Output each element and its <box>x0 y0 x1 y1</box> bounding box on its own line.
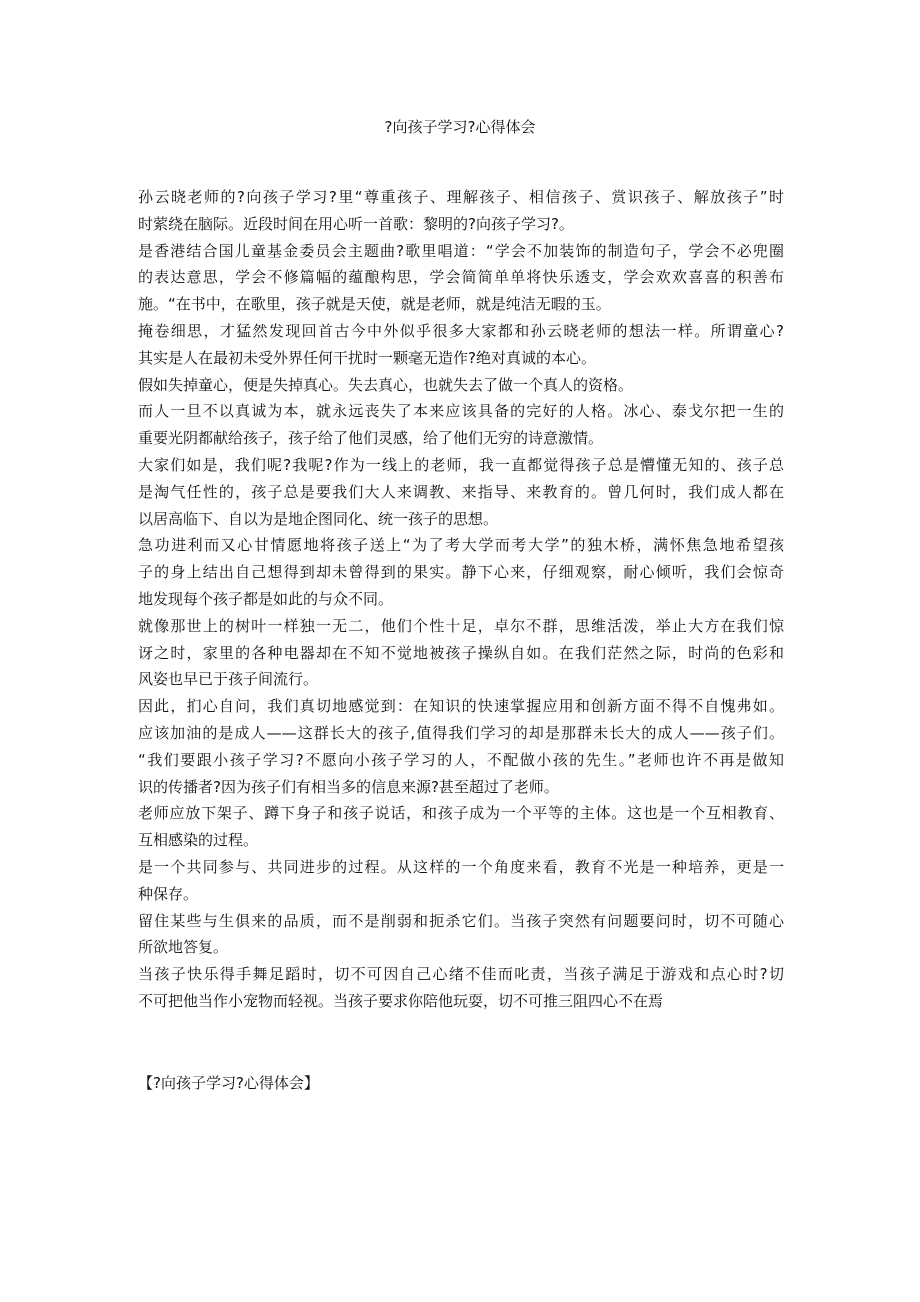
text-line: 是香港结合国儿童基金委员会主题曲?歌里唱道：“学会不加装饰的制造句子，学会不必兜圈 <box>138 241 784 260</box>
text-line: 讶之时，家里的各种电器却在不知不觉地被孩子操纵自如。在我们茫然之际，时尚的色彩和 <box>138 643 784 662</box>
paragraph <box>138 613 784 693</box>
text-line: 其实是人在最初未受外界任何干扰时一颗毫无造作?绝对真诚的本心。 <box>138 348 596 367</box>
text-line: 风姿也早已于孩子间流行。 <box>138 670 319 689</box>
text-line: 是淘气任性的，孩子总是要我们大人来调教、来指导、来教育的。曾几何时，我们成人都在 <box>138 482 784 501</box>
text-line: 地发现每个孩子都是如此的与众不同。 <box>138 589 394 608</box>
paragraph <box>138 908 784 962</box>
text-line: 时萦绕在脑际。近段时间在用心听一首歌：黎明的?向孩子学习?。 <box>138 214 574 233</box>
text-line: 当孩子快乐得手舞足蹈时，切不可因自己心绪不佳而叱责，当孩子满足于游戏和点心时?切 <box>138 965 784 984</box>
text-line: 老师应放下架子、蹲下身子和孩子说话，和孩子成为一个平等的主体。这也是一个互相教育、 <box>138 804 784 823</box>
text-line: 因此，扪心自问，我们真切地感觉到：在知识的快速掌握应用和创新方面不得不自愧弗如。 <box>138 697 784 716</box>
text-line: 大家们如是，我们呢?我呢?作为一线上的老师，我一直都觉得孩子总是懵懂无知的、孩子总 <box>138 455 784 474</box>
paragraph <box>138 184 784 238</box>
text-line: 就像那世上的树叶一样独一无二，他们个性十足，卓尔不群，思维活泼，举止大方在我们惊 <box>138 616 784 635</box>
text-line: 施。“在书中，在歌里，孩子就是天使，就是老师，就是纯洁无暇的玉。 <box>138 295 611 314</box>
paragraph <box>138 238 784 318</box>
paragraph <box>138 800 784 854</box>
text-line: 的表达意思，学会不修篇幅的蕴酿构思，学会简简单单将快乐透支，学会欢欢喜喜的积善布 <box>138 268 784 287</box>
paragraph <box>138 532 784 612</box>
text-line: 急功进利而又心甘情愿地将孩子送上“为了考大学而考大学”的独木桥，满怀焦急地希望孩 <box>138 536 784 555</box>
text-line: 以居高临下、自以为是地企图同化、统一孩子的思想。 <box>138 509 499 528</box>
text-line: 互相感染的过程。 <box>138 831 259 850</box>
text-line: 子的身上结出自己想得到却未曾得到的果实。静下心来，仔细观察，耐心倾听，我们会惊奇 <box>138 563 784 582</box>
text-line: 掩卷细思，才猛然发现回首古今中外似乎很多大家都和孙云晓老师的想法一样。所谓童心? <box>138 321 784 340</box>
paragraph <box>138 961 784 1015</box>
paragraph <box>138 398 784 452</box>
document-title: ?向孩子学习?心得体会 <box>384 118 536 136</box>
text-line: 不可把他当作小宠物而轻视。当孩子要求你陪他玩耍，切不可推三阻四心不在焉 <box>138 991 664 1010</box>
document-footer-title: 【?向孩子学习?心得体会】 <box>138 1074 319 1092</box>
text-line: 假如失掉童心，便是失掉真心。失去真心，也就失去了做一个真人的资格。 <box>138 375 634 394</box>
paragraph <box>138 318 784 372</box>
text-line: 是一个共同参与、共同进步的过程。从这样的一个角度来看，教育不光是一种培养，更是一 <box>138 857 784 876</box>
paragraph <box>138 854 784 908</box>
paragraph <box>138 452 784 532</box>
text-line: “我们要跟小孩子学习?不愿向小孩子学习的人，不配做小孩的先生。”老师也许不再是做知 <box>138 750 784 769</box>
text-line: 重要光阴都献给孩子，孩子给了他们灵感，给了他们无穷的诗意激情。 <box>138 429 604 448</box>
text-line: 识的传播者?因为孩子们有相当多的信息来源?甚至超过了老师。 <box>138 777 559 796</box>
paragraph <box>138 693 784 800</box>
text-line: 所欲地答复。 <box>138 938 229 957</box>
text-line: 留住某些与生俱来的品质，而不是削弱和扼杀它们。当孩子突然有问题要问时，切不可随心 <box>138 911 784 930</box>
text-line: 孙云晓老师的?向孩子学习?里“尊重孩子、理解孩子、相信孩子、赏识孩子、解放孩子”时 <box>138 188 784 206</box>
text-line: 种保存。 <box>138 884 199 903</box>
document-body <box>138 184 784 1015</box>
text-line: 而人一旦不以真诚为本，就永远丧失了本来应该具备的完好的人格。冰心、泰戈尔把一生的 <box>138 402 784 421</box>
text-line: 应该加油的是成人——这群长大的孩子,值得我们学习的却是那群未长大的成人——孩子们。 <box>138 723 784 742</box>
paragraph <box>138 372 784 399</box>
